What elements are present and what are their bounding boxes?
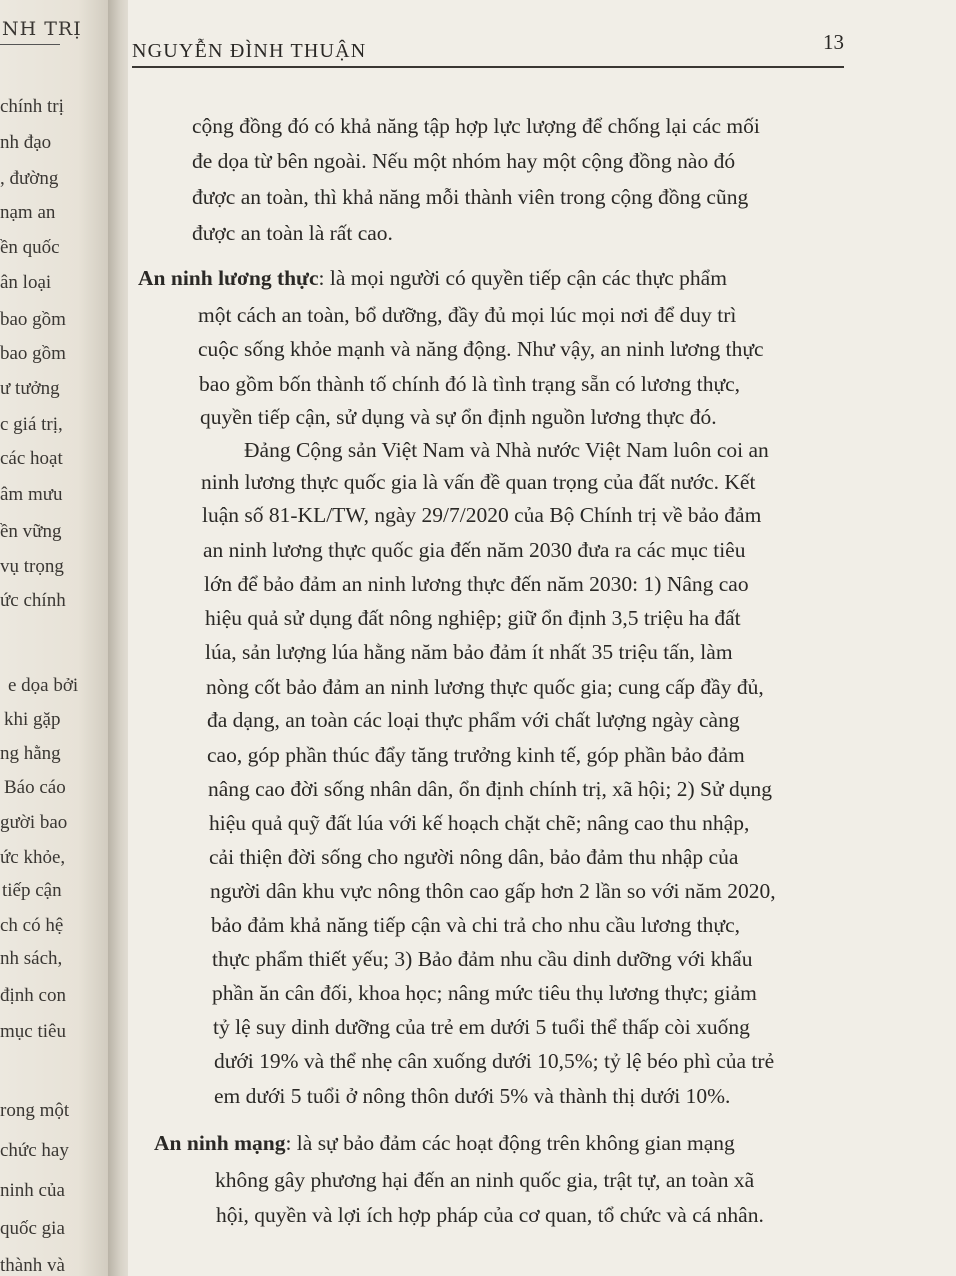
left-page-text-fragment: chức hay — [0, 1140, 69, 1161]
text-line: an ninh lương thực quốc gia đến năm 2030 đưa ra các mục tiêu — [203, 538, 746, 562]
text-line: Đảng Cộng sản Việt Nam và Nhà nước Việt Nam luôn coi an — [244, 438, 769, 462]
text-line: luận số 81-KL/TW, ngày 29/7/2020 của Bộ Chính trị về bảo đảm — [202, 503, 762, 527]
right-page — [128, 0, 956, 1276]
text-line: cuộc sống khỏe mạnh và năng động. Như vậy, an ninh lương thực — [198, 337, 764, 361]
term-food-security: An ninh lương thực — [138, 266, 319, 290]
left-page-text-fragment: , đường — [0, 168, 59, 189]
page-header — [132, 30, 844, 70]
left-page-text-fragment: ư tưởng — [0, 378, 60, 399]
text-line: bao gồm bốn thành tố chính đó là tình trạng sẵn có lương thực, — [199, 372, 741, 396]
page-number: 13 — [823, 30, 844, 54]
text-line: bảo đảm khả năng tiếp cận và chi trả cho nhu cầu lương thực, — [211, 913, 740, 937]
text-line: dưới 19% và thể nhẹ cân xuống dưới 10,5%; tỷ lệ béo phì của trẻ — [214, 1049, 775, 1073]
text-line: phần ăn cân đối, khoa học; nâng mức tiêu thụ lương thực; giảm — [212, 981, 757, 1005]
text-line: không gây phương hại đến an ninh quốc gia, trật tự, an toàn xã — [215, 1168, 755, 1192]
text-line: người dân khu vực nông thôn cao gấp hơn 2 lần so với năm 2020, — [210, 879, 776, 903]
left-page-text-fragment: nạm an — [0, 202, 56, 223]
left-page-text-fragment: ninh của — [0, 1180, 65, 1201]
author-name: NGUYỄN ĐÌNH THUẬN — [132, 40, 367, 62]
left-page-text-fragment: các hoạt — [0, 448, 63, 469]
left-page-text-fragment: chính trị — [0, 96, 64, 117]
left-page — [0, 0, 112, 1276]
text-line: đa dạng, an toàn các loại thực phẩm với chất lượng ngày càng — [207, 708, 740, 732]
left-page-text-fragment: rong một — [0, 1100, 70, 1121]
left-page-text-fragment: khi gặp — [4, 709, 61, 730]
left-page-text-fragment: định con — [0, 985, 66, 1006]
left-page-text-fragment: e dọa bởi — [8, 675, 79, 696]
text-line: em dưới 5 tuổi ở nông thôn dưới 5% và thành thị dưới 10%. — [214, 1084, 731, 1108]
left-page-text-fragment: vụ trọng — [0, 556, 64, 577]
left-page-text-fragment: thành và — [0, 1255, 65, 1276]
text-line: được an toàn, thì khả năng mỗi thành viên trong cộng đồng cũng — [192, 185, 749, 209]
text-line: quyền tiếp cận, sử dụng và sự ổn định nguồn lương thực đó. — [200, 405, 717, 429]
left-page-text-fragment: bao gồm — [0, 309, 66, 330]
left-page-text-fragment: mục tiêu — [0, 1021, 66, 1042]
text-line: nâng cao đời sống nhân dân, ổn định chính trị, xã hội; 2) Sử dụng — [208, 777, 773, 801]
left-page-text-fragment: ức khỏe, — [0, 847, 66, 868]
term-cyber-security: An ninh mạng — [154, 1131, 286, 1155]
left-page-text-fragment: gười bao — [0, 812, 68, 833]
text-line: hiệu quả quỹ đất lúa với kế hoạch chặt chẽ; nâng cao thu nhập, — [209, 811, 750, 835]
left-page-text-fragment: c giá trị, — [0, 414, 63, 435]
left-page-text-fragment: tiếp cận — [2, 880, 62, 901]
term-definition: : là mọi người có quyền tiếp cận các thực phẩm — [318, 266, 727, 290]
left-page-text-fragment: ền vững — [0, 521, 62, 542]
text-line: ninh lương thực quốc gia là vấn đề quan trọng của đất nước. Kết — [201, 470, 756, 494]
text-line: lớn để bảo đảm an ninh lương thực đến năm 2030: 1) Nâng cao — [204, 572, 749, 596]
text-line: được an toàn là rất cao. — [192, 221, 393, 245]
left-page-text-fragment: ức chính — [0, 590, 66, 611]
text-line: đe dọa từ bên ngoài. Nếu một nhóm hay một cộng đồng nào đó — [192, 149, 736, 173]
text-line: thực phẩm thiết yếu; 3) Bảo đảm nhu cầu dinh dưỡng với khẩu — [212, 947, 753, 971]
left-page-text-fragment: nh đạo — [0, 132, 52, 153]
text-line: nòng cốt bảo đảm an ninh lương thực quốc gia; cung cấp đầy đủ, — [206, 675, 764, 699]
left-page-text-fragment: ng hằng — [0, 743, 61, 764]
text-line — [154, 1131, 735, 1156]
left-page-header: NH TRỊ — [2, 18, 82, 40]
text-line: tỷ lệ suy dinh dưỡng của trẻ em dưới 5 tuổi thể thấp còi xuống — [213, 1015, 750, 1039]
left-page-text-fragment: ền quốc — [0, 237, 60, 258]
left-page-text-fragment: ân loại — [0, 272, 52, 293]
text-line: cao, góp phần thúc đẩy tăng trưởng kinh tế, góp phần bảo đảm — [207, 743, 745, 767]
left-header-rule — [0, 44, 60, 45]
left-page-text-fragment: bao gồm — [0, 343, 66, 364]
text-line: cộng đồng đó có khả năng tập hợp lực lượng để chống lại các mối — [192, 114, 760, 138]
text-line: cải thiện đời sống cho người nông dân, bảo đảm thu nhập của — [209, 845, 739, 869]
text-line: hội, quyền và lợi ích hợp pháp của cơ quan, tổ chức và cá nhân. — [216, 1203, 764, 1227]
text-line: hiệu quả sử dụng đất nông nghiệp; giữ ổn định 3,5 triệu ha đất — [205, 606, 741, 630]
header-rule — [132, 66, 844, 68]
term-definition: : là sự bảo đảm các hoạt động trên không gian mạng — [285, 1131, 735, 1155]
text-line: lúa, sản lượng lúa hằng năm bảo đảm ít nhất 35 triệu tấn, làm — [205, 640, 733, 664]
left-page-text-fragment: âm mưu — [0, 484, 63, 505]
text-line: một cách an toàn, bổ dưỡng, đầy đủ mọi lúc mọi nơi để duy trì — [198, 303, 737, 327]
left-page-text-fragment: ch có hệ — [0, 915, 64, 936]
left-page-text-fragment: nh sách, — [0, 948, 63, 969]
left-page-text-fragment: Báo cáo — [4, 777, 66, 798]
left-page-text-fragment: quốc gia — [0, 1218, 65, 1239]
text-line — [138, 266, 727, 291]
